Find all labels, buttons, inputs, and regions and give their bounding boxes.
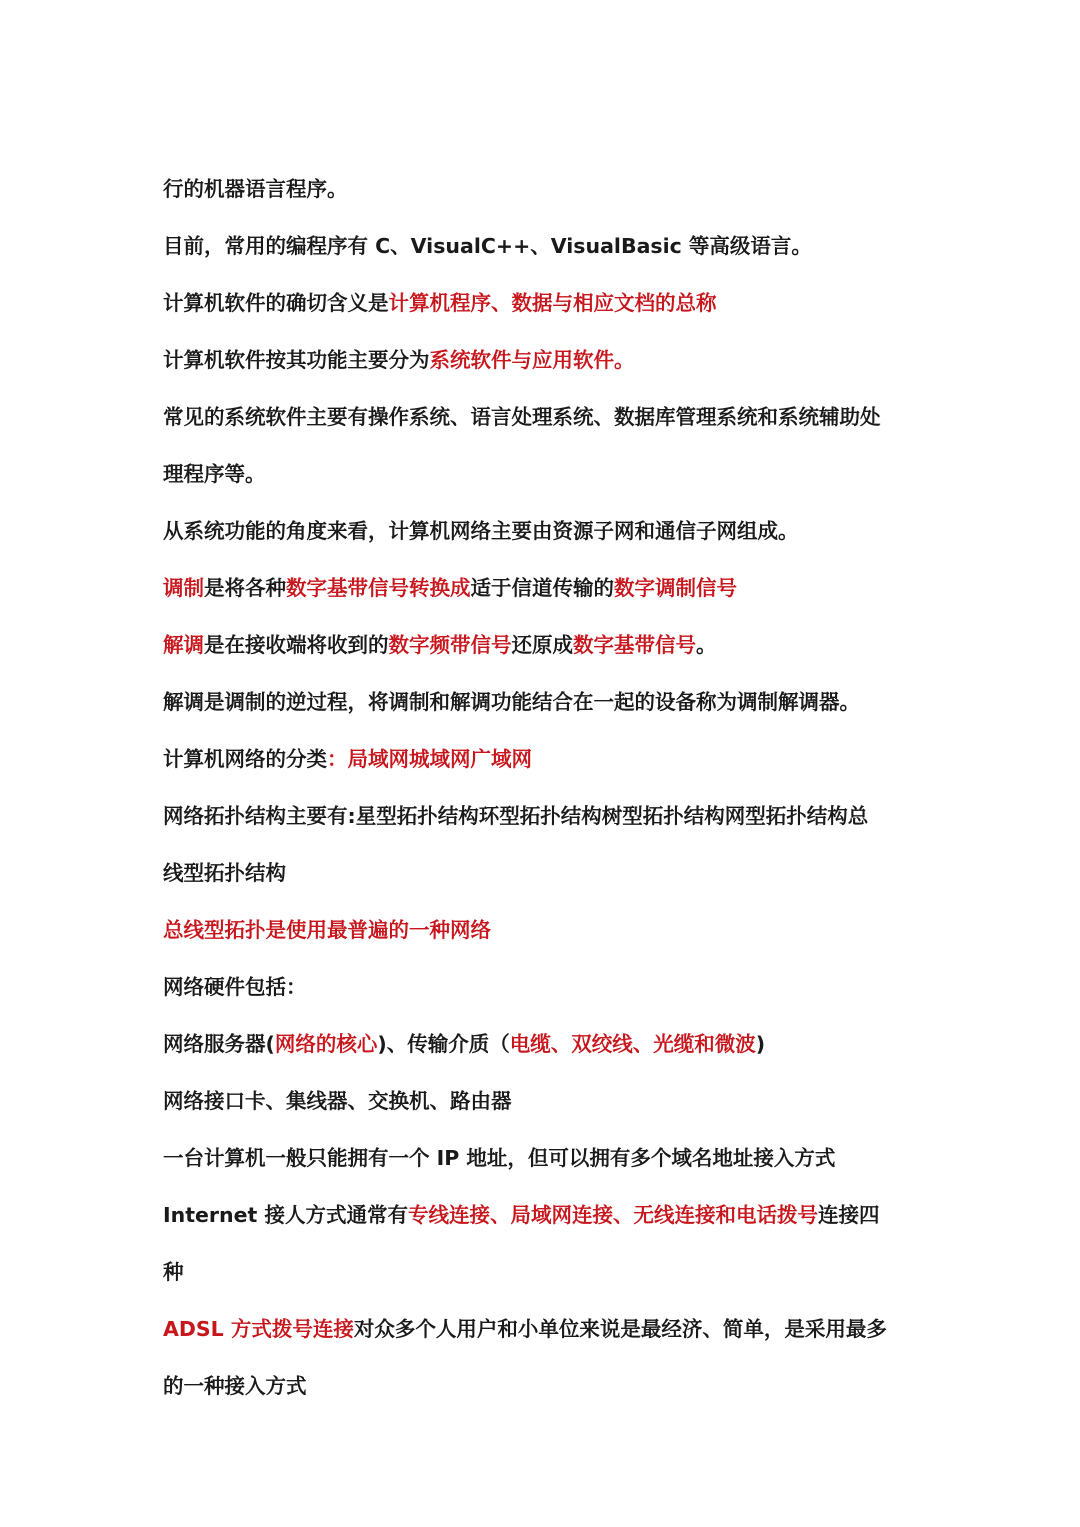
text-line [163, 1073, 923, 1130]
highlighted-text: ：局域网城域网广域网 [327, 747, 532, 771]
document-body [163, 161, 923, 1415]
highlighted-text: 解调 [163, 633, 204, 657]
text-line [163, 560, 923, 617]
body-text: 是在接收端将收到的 [204, 633, 389, 657]
highlighted-text: 系统软件与应用软件。 [429, 348, 635, 372]
body-text: 对众多个人用户和小单位来说是最经济、简单，是采用最多 [353, 1317, 887, 1341]
text-line [163, 218, 923, 275]
highlighted-text: 网络的核心 [274, 1032, 378, 1056]
highlighted-text: 电缆、双绞线、光缆和微波 [509, 1032, 756, 1056]
text-line [163, 1244, 923, 1301]
text-line [163, 503, 923, 560]
text-line [163, 788, 923, 845]
body-text: Internet 接人方式通常有 [163, 1203, 408, 1227]
highlighted-text: 计算机程序、数据与相应文档的总称 [388, 291, 717, 315]
text-line [163, 1130, 923, 1187]
text-line [163, 446, 923, 503]
body-text: 网络硬件包括： [163, 975, 307, 999]
text-line [163, 332, 923, 389]
body-text: 网络服务器( [163, 1032, 275, 1056]
text-line [163, 161, 923, 218]
highlighted-text: 调制 [163, 576, 204, 600]
body-text: 种 [163, 1260, 184, 1284]
text-line [163, 902, 923, 959]
text-line [163, 959, 923, 1016]
body-text: 计算机软件按其功能主要分为 [163, 348, 430, 372]
body-text: 线型拓扑结构 [163, 861, 286, 885]
text-line [163, 275, 923, 332]
highlighted-text: 专线连接、局域网连接、无线连接和电话拨号 [407, 1203, 818, 1227]
body-text: 连接四 [817, 1203, 880, 1227]
text-line [163, 1187, 923, 1244]
body-text: 。 [696, 633, 717, 657]
body-text: 计算机软件的确切含义是 [163, 291, 389, 315]
body-text: 还原成 [511, 633, 573, 657]
body-text: 是将各种 [204, 576, 286, 600]
text-line [163, 617, 923, 674]
text-line [163, 389, 923, 446]
body-text: 适于信道传输的 [470, 576, 614, 600]
highlighted-text: 数字基带信号转换成 [286, 576, 471, 600]
text-line [163, 731, 923, 788]
highlighted-text: 数字调制信号 [614, 576, 737, 600]
body-text: 理程序等。 [163, 462, 266, 486]
highlighted-text: 总线型拓扑是使用最普遍的一种网络 [163, 918, 491, 942]
body-text: 常见的系统软件主要有操作系统、语言处理系统、数据库管理系统和系统辅助处 [163, 405, 881, 429]
body-text: 网络接口卡、集线器、交换机、路由器 [163, 1089, 512, 1113]
highlighted-text: 数字频带信号 [388, 633, 512, 657]
highlighted-text: ADSL 方式拨号连接 [163, 1317, 354, 1341]
text-line [163, 1016, 923, 1073]
body-text: 从系统功能的角度来看，计算机网络主要由资源子网和通信子网组成。 [163, 519, 799, 543]
body-text: ) [755, 1032, 766, 1056]
text-line [163, 1358, 923, 1415]
text-line [163, 674, 923, 731]
body-text: 解调是调制的逆过程，将调制和解调功能结合在一起的设备称为调制解调器。 [163, 690, 860, 714]
body-text: 行的机器语言程序。 [163, 177, 348, 201]
text-line [163, 1301, 923, 1358]
highlighted-text: 数字基带信号 [573, 633, 696, 657]
body-text: 网络拓扑结构主要有:星型拓扑结构环型拓扑结构树型拓扑结构网型拓扑结构总 [163, 804, 869, 828]
body-text: 一台计算机一般只能拥有一个 IP 地址，但可以拥有多个域名地址接入方式 [163, 1146, 836, 1170]
body-text: 计算机网络的分类 [163, 747, 327, 771]
body-text: 的一种接入方式 [163, 1374, 307, 1398]
body-text: 目前，常用的编程序有 C、VisualC++、VisualBasic 等高级语言。 [163, 234, 812, 258]
text-line [163, 845, 923, 902]
body-text: )、传输介质（ [377, 1032, 510, 1056]
